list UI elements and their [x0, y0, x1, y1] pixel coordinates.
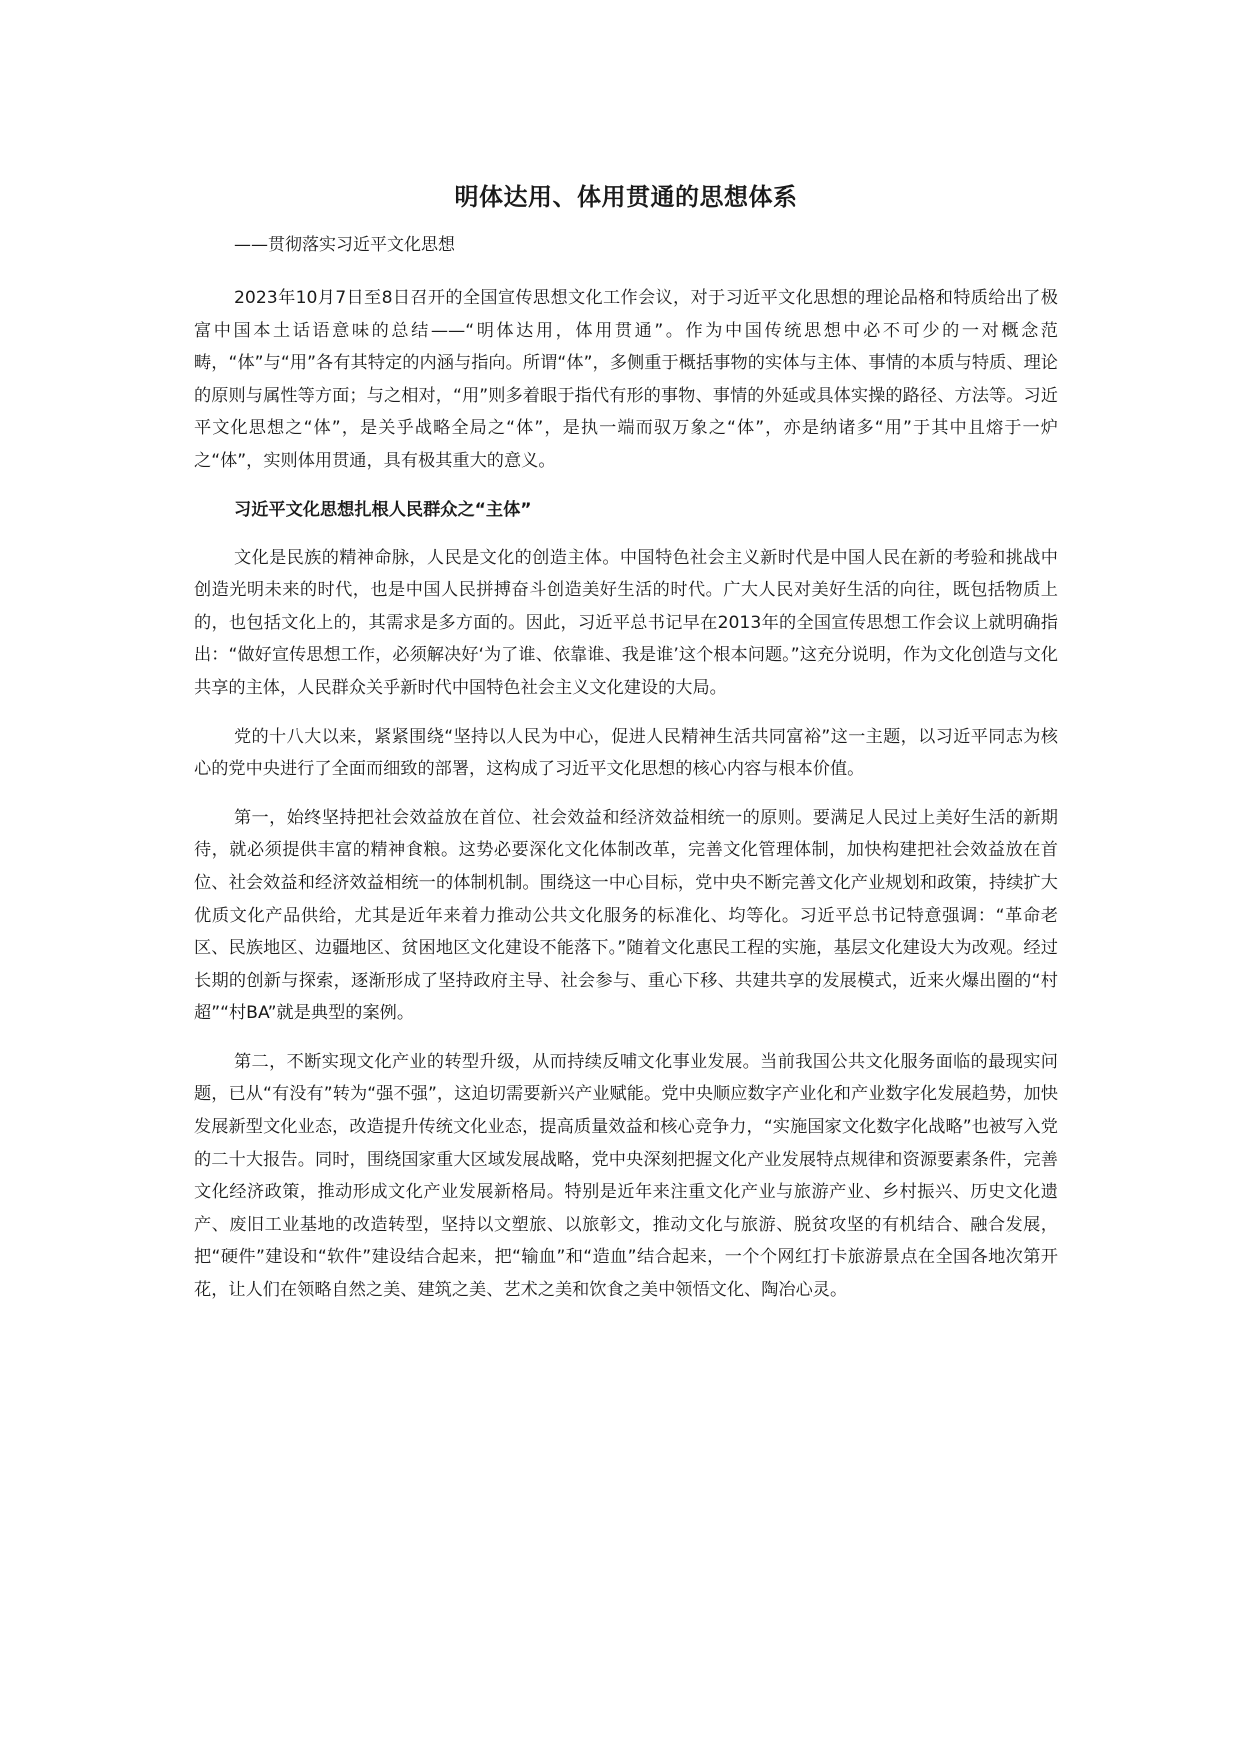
body-paragraph: 党的十八大以来，紧紧围绕“坚持以人民为中心，促进人民精神生活共同富裕”这一主题，以习近平同志为核心的党中央进行了全面而细致的部署，这构成了习近平文化思想的核心内容与根本价值。 [194, 726, 1058, 780]
body-paragraph: 第二，不断实现文化产业的转型升级，从而持续反哺文化事业发展。当前我国公共文化服务面临的最现实问题，已从“有没有”转为“强不强”，这迫切需要新兴产业赋能。党中央顺应数字产业化和产业数字化发展趋势，加快发展新型文化业态，改造提升传统文化业态，提高质量效益和核心竞争力，“实施国家文化数字化战略”也被写入党的二十大报告。同时，围绕国家重大区域发展战略，党中央深刻把握文化产业发展特点规律和资源要素条件，完善文化经济政策，推动形成文化产业发展新格局。特别是近年来注重文化产业与旅游产业、乡村振兴、历史文化遗产、废旧工业基地的改造转型，坚持以文塑旅、以旅彰文，推动文化与旅游、脱贫攻坚的有机结合、融合发展，把“硬件”建设和“软件”建设结合起来，把“输血”和“造血”结合起来，一个个网红打卡旅游景点在全国各地次第开花，让人们在领略自然之美、建筑之美、艺术之美和饮食之美中领悟文化、陶冶心灵。 [194, 1051, 1058, 1301]
document-subtitle: ——贯彻落实习近平文化思想 [234, 235, 455, 255]
intro-paragraph: 2023年10月7日至8日召开的全国宣传思想文化工作会议，对于习近平文化思想的理论品格和特质给出了极富中国本土话语意味的总结——“明体达用，体用贯通”。作为中国传统思想中必不可少的一对概念范畴，“体”与“用”各有其特定的内涵与指向。所谓“体”，多侧重于概括事物的实体与主体、事情的本质与特质、理论的原则与属性等方面；与之相对，“用”则多着眼于指代有形的事物、事情的外延或具体实操的路径、方法等。习近平文化思想之“体”，是关乎战略全局之“体”，是执一端而驭万象之“体”，亦是纳诸多“用”于其中且熔于一炉之“体”，实则体用贯通，具有极其重大的意义。 [194, 288, 1058, 471]
document-page [194, 180, 1058, 1323]
section-heading: 习近平文化思想扎根人民群众之“主体” [234, 499, 532, 520]
document-title: 明体达用、体用贯通的思想体系 [454, 183, 798, 211]
body-paragraph: 第一，始终坚持把社会效益放在首位、社会效益和经济效益相统一的原则。要满足人民过上美好生活的新期待，就必须提供丰富的精神食粮。这势必要深化文化体制改革，完善文化管理体制，加快构建把社会效益放在首位、社会效益和经济效益相统一的体制机制。围绕这一中心目标，党中央不断完善文化产业规划和政策，持续扩大优质文化产品供给，尤其是近年来着力推动公共文化服务的标准化、均等化。习近平总书记特意强调：“革命老区、民族地区、边疆地区、贫困地区文化建设不能落下。”随着文化惠民工程的实施，基层文化建设大为改观。经过长期的创新与探索，逐渐形成了坚持政府主导、社会参与、重心下移、共建共享的发展模式，近来火爆出圈的“村超”“村BA”就是典型的案例。 [194, 807, 1058, 1024]
body-paragraph: 文化是民族的精神命脉，人民是文化的创造主体。中国特色社会主义新时代是中国人民在新的考验和挑战中创造光明未来的时代，也是中国人民拼搏奋斗创造美好生活的时代。广大人民对美好生活的向往，既包括物质上的，也包括文化上的，其需求是多方面的。因此，习近平总书记早在2013年的全国宣传思想工作会议上就明确指出：“做好宣传思想工作，必须解决好‘为了谁、依靠谁、我是谁’这个根本问题。”这充分说明，作为文化创造与文化共享的主体，人民群众关乎新时代中国特色社会主义文化建设的大局。 [194, 547, 1058, 698]
